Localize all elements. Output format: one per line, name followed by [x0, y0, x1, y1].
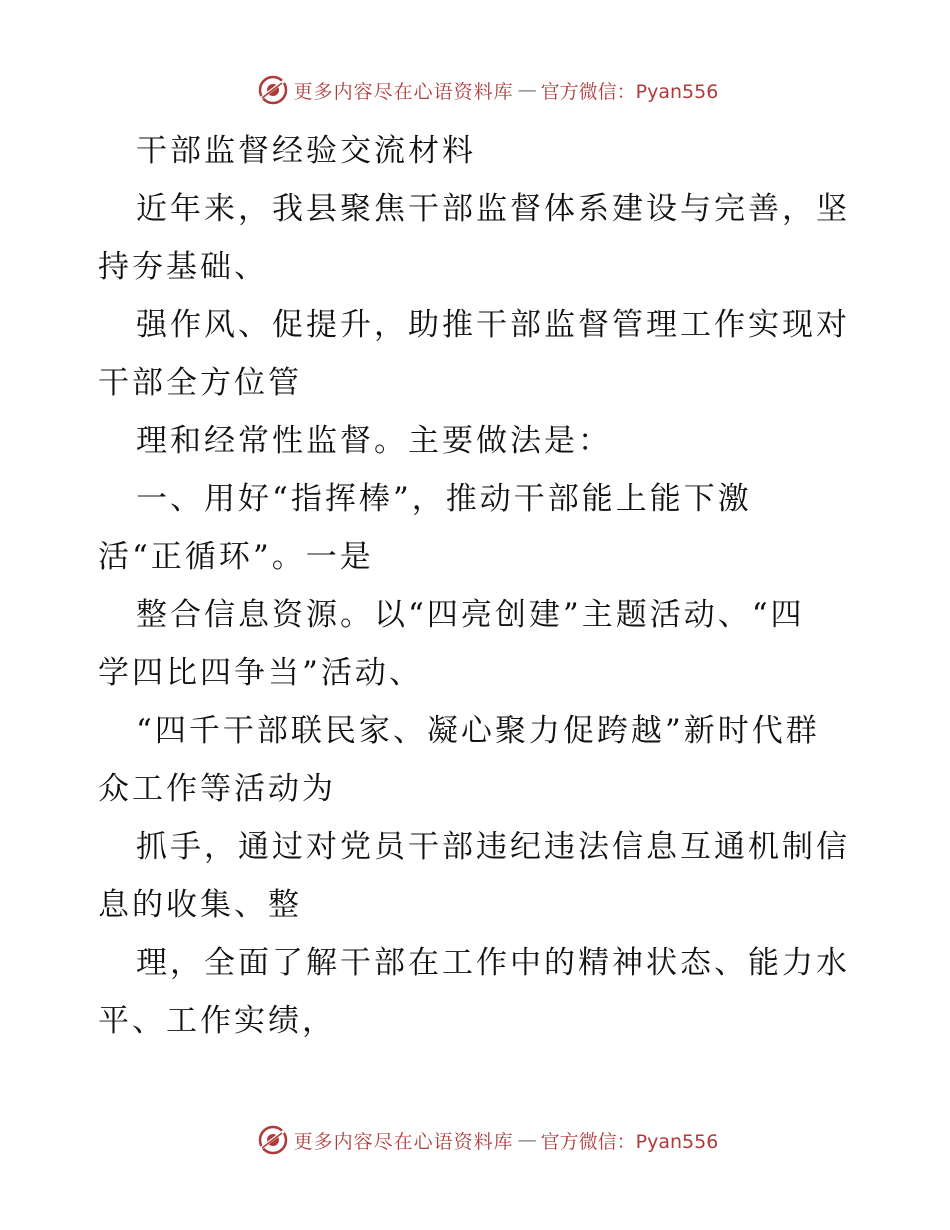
text-line: 众工作等活动为 — [98, 771, 336, 807]
footer-banner-content — [256, 1123, 719, 1157]
text-line: 近年来，我县聚焦干部监督体系建设与完善，坚 — [136, 191, 850, 227]
footer-banner — [0, 1120, 950, 1160]
text-line: 理和经常性监督。主要做法是： — [136, 423, 612, 459]
banner-site-name: 更多内容尽在心语资料库 — [293, 80, 514, 103]
document-title: 干部监督经验交流材料 — [136, 133, 476, 169]
banner-site-name: 更多内容尽在心语资料库 — [293, 1130, 514, 1153]
text-line: 息的收集、整 — [98, 887, 302, 923]
text-line: 理，全面了解干部在工作中的精神状态、能力水 — [136, 945, 850, 981]
text-line: 干部全方位管 — [98, 365, 302, 401]
text-line: 整合信息资源。以“四亮创建”主题活动、“四 — [136, 597, 805, 633]
library-logo-icon — [256, 1123, 290, 1157]
text-line: 持夯基础、 — [98, 249, 268, 285]
section-heading: 一、用好“指挥棒”，推动干部能上能下激 — [136, 481, 752, 517]
banner-wechat: 官方微信：Pyan556 — [540, 1130, 719, 1153]
text-line: 平、工作实绩， — [98, 1003, 336, 1039]
header-banner — [0, 70, 950, 110]
banner-separator: — — [517, 1129, 537, 1151]
text-line: 学四比四争当”活动、 — [98, 655, 423, 691]
document-body — [98, 122, 858, 1050]
banner-separator: — — [517, 79, 537, 101]
text-line: 活“正循环”。一是 — [98, 539, 374, 575]
banner-wechat: 官方微信：Pyan556 — [540, 80, 719, 103]
text-line: 强作风、促提升，助推干部监督管理工作实现对 — [136, 307, 850, 343]
text-line: “四千干部联民家、凝心聚力促跨越”新时代群 — [136, 713, 820, 749]
library-logo-icon — [256, 73, 290, 107]
header-banner-content — [256, 73, 719, 107]
text-line: 抓手，通过对党员干部违纪违法信息互通机制信 — [136, 829, 850, 865]
